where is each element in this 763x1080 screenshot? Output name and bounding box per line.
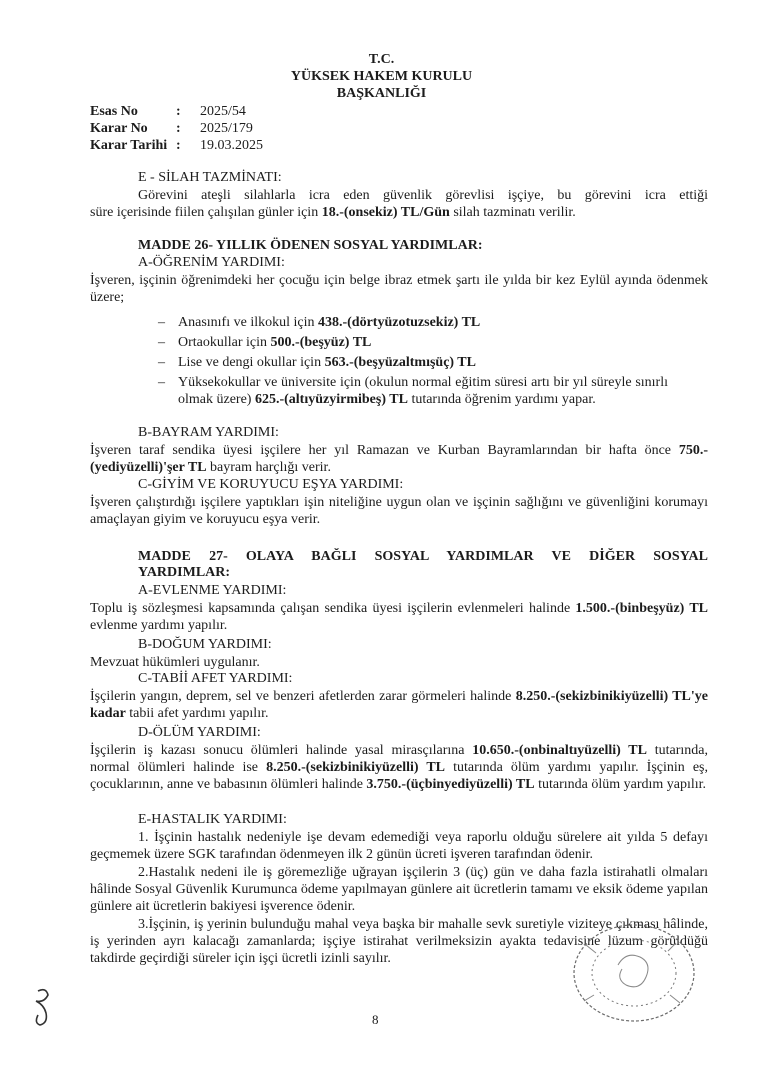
text-run: evlenme yardımı yapılır. bbox=[90, 618, 228, 633]
silah-amount: 18.-(onsekiz) TL/Gün bbox=[321, 205, 450, 220]
text-run: bayram harçlığı verir. bbox=[206, 460, 331, 475]
hastalik-para3: 3.İşçinin, iş yerinin bulunduğu mahal veya başka bir mahalle sevk suretiyle viziteye çıkması hâlinde, iş yerinden ayrı kalacağı zamanlarda; işçiye istirahat verilmeksizin ayakta tedavisine lüzum görüldüğü takdirde geçirdiği süreler için işçi ücretli izinli sayılır. bbox=[90, 917, 708, 966]
bayram-amount: 750.-(yediyüzelli)'şer TL bbox=[90, 443, 708, 475]
text-run: İşçilerin yangın, deprem, sel ve benzeri afetlerden zarar görmeleri halinde bbox=[90, 689, 516, 704]
text-run: İşçilerin iş kazası sonucu ölümleri halinde yasal mirasçılarına bbox=[90, 743, 473, 758]
text-run: tutarında ölüm yardımı yapılır. İşçinin eş, çocuklarının, anne ve babasının ölümleri halinde bbox=[90, 760, 709, 792]
header-kurul: YÜKSEK HAKEM KURULU bbox=[290, 69, 473, 84]
item-amount: 625.-(altıyüzyirmibeş) TL bbox=[254, 392, 408, 407]
dogum-title: B-DOĞUM YARDIMI: bbox=[138, 637, 272, 652]
meta-colon: : bbox=[176, 104, 181, 119]
text-run: Lise ve dengi okullar için bbox=[178, 355, 325, 370]
official-stamp-icon bbox=[556, 915, 706, 1025]
meta-karar bbox=[90, 121, 253, 137]
olum-amount-aile: 3.750.-(üçbinyediyüzelli) TL bbox=[366, 777, 535, 792]
madde27-title-line1: MADDE 27- OLAYA BAĞLI SOSYAL YARDIMLAR VE DİĞER SOSYAL bbox=[138, 549, 708, 564]
meta-esas bbox=[90, 104, 246, 120]
header-baskanlik: BAŞKANLIĞI bbox=[336, 86, 427, 101]
handwritten-initial-icon bbox=[30, 985, 60, 1029]
meta-colon: : bbox=[176, 138, 181, 153]
bayram-title: B-BAYRAM YARDIMI: bbox=[138, 425, 279, 440]
ogrenim-text: İşveren, işçinin öğrenimdeki her çocuğu için belge ibraz etmek şartı ile yılda bir kez Eylül ayında ödenmek üzere; bbox=[90, 273, 708, 305]
silah-line1: Görevini ateşli silahlarla icra eden güvenlik görevlisi işçiye, bu görevini icra ettiği bbox=[138, 188, 708, 203]
text-run: tabii afet yardımı yapılır. bbox=[125, 706, 269, 721]
evlenme-amount: 1.500.-(binbeşyüz) TL bbox=[575, 601, 708, 616]
afet-amount: 8.250.-(sekizbinikiyüzelli) TL'ye kadar bbox=[90, 689, 709, 721]
ogrenim-title: A-ÖĞRENİM YARDIMI: bbox=[138, 255, 285, 270]
header-tc: T.C. bbox=[368, 52, 395, 67]
dogum-text: Mevzuat hükümleri uygulanır. bbox=[90, 655, 260, 670]
olum-title: D-ÖLÜM YARDIMI: bbox=[138, 725, 261, 740]
evlenme-title: A-EVLENME YARDIMI: bbox=[138, 583, 287, 598]
text-run: silah tazminatı verilir. bbox=[449, 205, 576, 220]
meta-key: Esas No bbox=[90, 104, 138, 119]
dash-marker: – bbox=[158, 335, 165, 350]
olum-amount-kaza: 10.650.-(onbinaltıyüzelli) TL bbox=[472, 743, 647, 758]
olum-amount-normal: 8.250.-(sekizbinikiyüzelli) TL bbox=[266, 760, 446, 775]
meta-value: 2025/179 bbox=[200, 121, 253, 136]
list-item bbox=[138, 314, 708, 331]
dash-marker: – bbox=[158, 355, 165, 370]
silah-text bbox=[90, 187, 708, 221]
olum-text bbox=[90, 742, 708, 793]
list-item bbox=[138, 334, 708, 351]
evlenme-text bbox=[90, 600, 708, 634]
item-amount: 438.-(dörtyüzotuzsekiz) TL bbox=[317, 315, 481, 330]
text-run: Toplu iş sözleşmesi kapsamında çalışan sendika üyesi işçilerin evlenmeleri halinde bbox=[90, 601, 576, 616]
afet-text bbox=[90, 688, 708, 722]
madde26-title: MADDE 26- YILLIK ÖDENEN SOSYAL YARDIMLAR: bbox=[138, 238, 483, 253]
text-run: süre içerisinde fiilen çalışılan günler için bbox=[90, 205, 322, 220]
hastalik-para2: 2.Hastalık nedeni ile iş göremezliğe uğrayan işçilerin 3 (üç) gün ve daha fazla istirahatli olmaları hâlinde Sosyal Güvenlik Kurumunca ödeme yapılmayan günlere ait ücretlerin tamamı ve eksik ödeme yapılan günlere ait ücretlerin bakiyesi işverence ödenir. bbox=[90, 865, 708, 914]
meta-colon: : bbox=[176, 121, 181, 136]
meta-tarih bbox=[90, 138, 263, 154]
giyim-title: C-GİYİM VE KORUYUCU EŞYA YARDIMI: bbox=[138, 477, 404, 492]
page-number: 8 bbox=[372, 1012, 379, 1027]
meta-key: Karar Tarihi bbox=[90, 138, 168, 153]
afet-title: C-TABİİ AFET YARDIMI: bbox=[138, 671, 293, 686]
text-run: Anasınıfı ve ilkokul için bbox=[178, 315, 318, 330]
ogrenim-list bbox=[138, 314, 708, 408]
hastalik-para1: 1. İşçinin hastalık nedeniyle işe devam edemediği veya raporlu olduğu sürelere ait yılda 5 defayı geçmemek üzere SGK tarafından ödenmeyen ilk 2 günün ücreti işveren tarafından ödenir. bbox=[90, 830, 708, 862]
meta-value: 2025/54 bbox=[200, 104, 246, 119]
text-run: tutarında ölüm yardım yapılır. bbox=[534, 777, 707, 792]
silah-title: E - SİLAH TAZMİNATI: bbox=[138, 170, 282, 185]
list-item bbox=[138, 374, 708, 408]
text-run: Ortaokullar için bbox=[178, 335, 271, 350]
text-run: İşveren taraf sendika üyesi işçilere her yıl Ramazan ve Kurban Bayramlarından bir hafta önce bbox=[90, 443, 679, 458]
list-item bbox=[138, 354, 708, 371]
dash-marker: – bbox=[158, 375, 165, 390]
item-amount: 563.-(beşyüzaltmışüç) TL bbox=[324, 355, 476, 370]
item-amount: 500.-(beşyüz) TL bbox=[270, 335, 372, 350]
text-run: tutarında, normal ölümleri halinde ise bbox=[90, 743, 708, 775]
silah-line2 bbox=[90, 204, 708, 221]
text-run: tutarında öğrenim yardımı yapar. bbox=[407, 392, 596, 407]
hastalik-title: E-HASTALIK YARDIMI: bbox=[138, 812, 287, 827]
bayram-text bbox=[90, 442, 708, 476]
madde27-title-line2: YARDIMLAR: bbox=[138, 565, 231, 580]
giyim-text: İşveren çalıştırdığı işçilere yaptıkları işin niteliğine uygun olan ve işçinin sağlığını ve güvenliğini korumayı amaçlayan giyim ve koruyucu eşya verir. bbox=[90, 495, 708, 527]
meta-key: Karar No bbox=[90, 121, 148, 136]
dash-marker: – bbox=[158, 315, 165, 330]
meta-value: 19.03.2025 bbox=[200, 138, 263, 153]
text-run: Yüksekokullar ve üniversite için (okulun normal eğitim süresi artı bir yıl süreyle sınırlı olmak üzere) bbox=[178, 375, 668, 407]
